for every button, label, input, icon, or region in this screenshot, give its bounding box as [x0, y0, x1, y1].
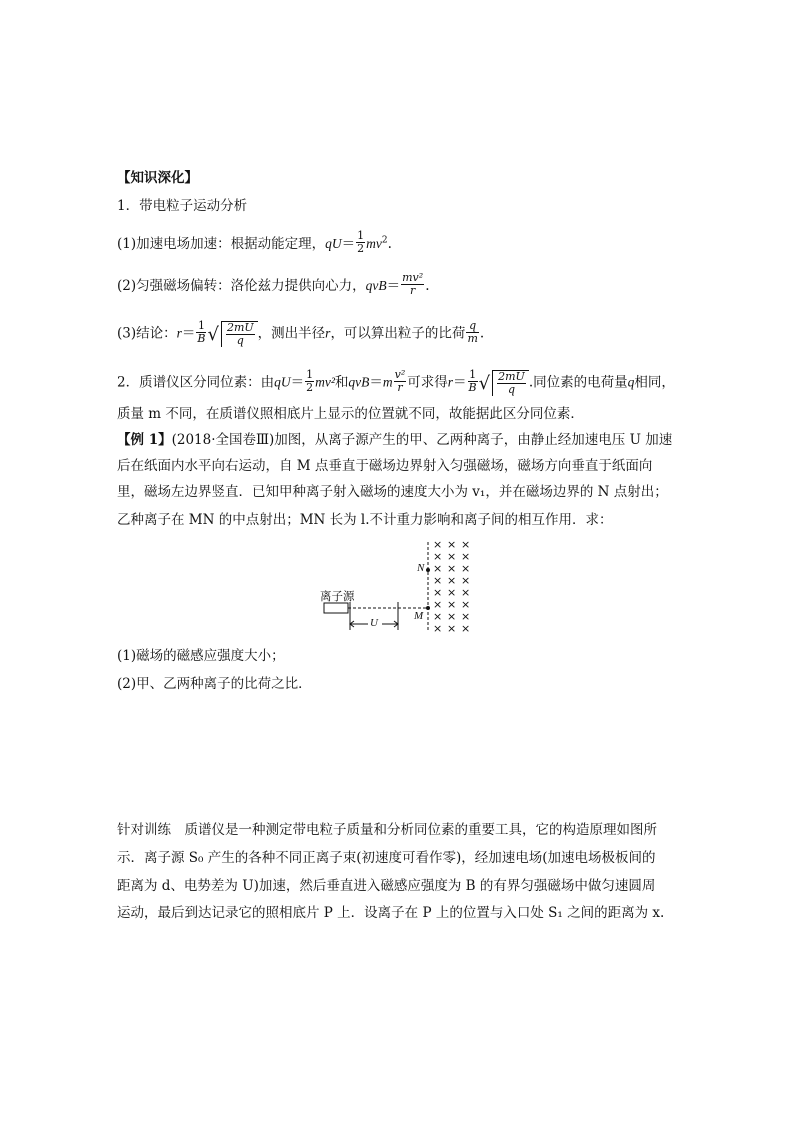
item-1-3-text: (3)结论： — [117, 325, 177, 342]
item-1-1-text: (1)加速电场加速：根据动能定理， — [117, 236, 326, 252]
field-cross-icon: × — [447, 610, 457, 623]
item-2-mid-text: 可求得 — [407, 374, 448, 391]
equals-sign: ＝ — [386, 278, 401, 294]
item-1-title: 1．带电粒子运动分析 — [117, 198, 248, 214]
training-line-4: 运动，最后到达记录它的照相底片 P 上．设离子在 P 上的位置与入口处 S₁ 之间的距离为 x. — [117, 905, 665, 921]
training-line-3: 距离为 d、电势差为 U)加速，然后垂直进入磁感应强度为 B 的有界匀强磁场中做匀速圆周 — [117, 878, 656, 894]
fraction-2mU-q — [497, 371, 526, 396]
field-cross-icon: × — [447, 538, 457, 551]
field-cross-icon: × — [447, 622, 457, 635]
field-cross-icon: × — [461, 586, 471, 599]
field-cross-icon: × — [433, 538, 443, 551]
question-1: (1)磁场的磁感应强度大小； — [117, 648, 285, 664]
fraction-numerator: 1 — [469, 367, 477, 381]
training-line-2: 示．离子源 S₀ 产生的各种不同正离子束(初速度可看作零)，经加速电场(加速电场极板间的 — [117, 850, 656, 866]
radical-icon: √ — [478, 373, 491, 394]
field-cross-icon: × — [447, 598, 457, 611]
fraction-denominator: q — [236, 334, 244, 347]
field-cross-icon: × — [447, 550, 457, 563]
fraction-numerator: q — [466, 320, 478, 333]
conjunction-text: 和 — [334, 374, 349, 391]
voltage-label: U — [370, 617, 378, 629]
training-line-1: 针对训练 质谱仪是一种测定带电粒子质量和分析同位素的重要工具，它的构造原理如图所 — [117, 822, 657, 838]
equals-sign: ＝ — [181, 325, 196, 342]
fraction-1-B — [196, 320, 206, 345]
item-2-line-2: 质量 m 不同，在质谱仪照相底片上显示的位置就不同，故能据此区分同位素． — [117, 406, 584, 422]
period: . — [479, 325, 485, 342]
formula-qvB: qvB — [348, 374, 370, 390]
example-line-3: 里，磁场左边界竖直．已知甲种离子射入磁场的速度大小为 v₁，并在磁场边界的 N 点射出； — [117, 484, 668, 500]
fraction-numerator: 1 — [357, 229, 365, 242]
fraction-denominator: 2 — [357, 242, 365, 255]
example-tag: 【例 1】 — [117, 432, 172, 448]
field-cross-icon: × — [447, 562, 457, 575]
field-cross-icon: × — [461, 550, 471, 563]
fraction-1-B — [468, 369, 478, 394]
item-1-1 — [117, 229, 392, 257]
fraction-numerator: 1 — [306, 367, 314, 381]
field-cross-icon: × — [433, 610, 443, 623]
item-1-3 — [117, 318, 485, 347]
question-2: (2)甲、乙两种离子的比荷之比． — [117, 676, 312, 692]
period: . — [425, 278, 430, 294]
item-2-tail-text-2: 相同， — [634, 374, 675, 391]
equals-sign: ＝ — [453, 374, 467, 391]
square-root — [207, 321, 257, 347]
item-1-2 — [117, 271, 430, 299]
field-cross-icon: × — [461, 574, 471, 587]
formula-qvB: qvB — [365, 278, 387, 293]
equals-sign: ＝ — [369, 374, 383, 391]
point-M-label: M — [414, 610, 424, 622]
field-cross-icon: × — [433, 586, 443, 599]
field-cross-icon: × — [433, 550, 443, 563]
fraction-denominator: r — [397, 380, 403, 394]
fraction-mv2-r — [401, 272, 424, 297]
fraction-denominator: q — [507, 383, 515, 396]
field-cross-icon: × — [461, 610, 471, 623]
fraction-v2-r — [394, 369, 407, 394]
field-cross-icon: × — [433, 598, 443, 611]
fraction-numerator: v² — [394, 367, 406, 381]
formula-mv: mv — [366, 236, 382, 251]
field-cross-icon: × — [461, 538, 471, 551]
fraction-numerator: 2mU — [498, 370, 525, 383]
radicand — [221, 321, 258, 347]
example-line-1 — [117, 430, 672, 450]
item-2-tail-text: .同位素的电荷量 — [528, 374, 628, 391]
formula-r: r — [325, 325, 331, 341]
point-N-label: N — [417, 562, 425, 574]
fraction-half — [305, 369, 314, 394]
field-cross-icon: × — [433, 622, 443, 635]
equals-sign: ＝ — [290, 374, 305, 391]
formula-qU: qU — [325, 236, 342, 251]
square-root — [479, 370, 529, 396]
fraction-denominator: m — [467, 331, 478, 345]
field-cross-icon: × — [447, 586, 457, 599]
item-1-3-mid-text-2: ，可以算出粒子的比荷 — [330, 325, 466, 342]
field-cross-icon: × — [461, 622, 471, 635]
mass-spectrometer-diagram — [310, 540, 480, 640]
formula-qU: qU — [274, 374, 291, 390]
item-2-line-1 — [117, 367, 675, 396]
formula-r: r — [447, 374, 454, 390]
ion-source-label: 离子源 — [320, 589, 355, 603]
field-cross-icon: × — [447, 574, 457, 587]
fraction-denominator: r — [410, 284, 416, 297]
field-cross-icon: × — [433, 574, 443, 587]
section-header: 【知识深化】 — [117, 170, 198, 186]
example-line-4: 乙种离子在 MN 的中点射出；MN 长为 l.不计重力影响和离子间的相互作用．求： — [117, 512, 613, 528]
formula-q: q — [627, 374, 635, 390]
field-cross-icon: × — [461, 562, 471, 575]
radicand — [492, 370, 529, 396]
formula-m: m — [382, 374, 393, 390]
superscript: 2 — [381, 235, 388, 246]
radical-icon: √ — [207, 324, 219, 345]
fraction-numerator: 1 — [197, 318, 205, 332]
equals-sign: ＝ — [341, 236, 356, 252]
fraction-2mU-q — [226, 322, 255, 347]
field-cross-icon: × — [461, 598, 471, 611]
example-line-2: 后在纸面内水平向右运动，自 M 点垂直于磁场边界射入匀强磁场，磁场方向垂直于纸面向 — [117, 458, 653, 474]
fraction-denominator: B — [197, 331, 206, 345]
formula-r: r — [176, 325, 182, 341]
period: . — [387, 236, 392, 252]
item-2-text: 2．质谱仪区分同位素：由 — [117, 374, 275, 391]
fraction-denominator: B — [468, 380, 477, 394]
item-1-3-mid-text: ，测出半径 — [257, 325, 326, 342]
fraction-numerator: 2mU — [226, 321, 254, 334]
item-1-2-text: (2)匀强磁场偏转：洛伦兹力提供向心力， — [117, 278, 366, 294]
formula-mv2: mv² — [315, 374, 335, 390]
example-text: (2018·全国卷Ⅲ)加图，从离子源产生的甲、乙两种离子，由静止经加速电压 U 加速 — [171, 432, 673, 448]
field-cross-icon: × — [433, 562, 443, 575]
fraction-half — [356, 230, 365, 255]
fraction-denominator: 2 — [306, 380, 314, 394]
fraction-q-m — [466, 320, 478, 345]
fraction-numerator: mv² — [402, 271, 424, 284]
